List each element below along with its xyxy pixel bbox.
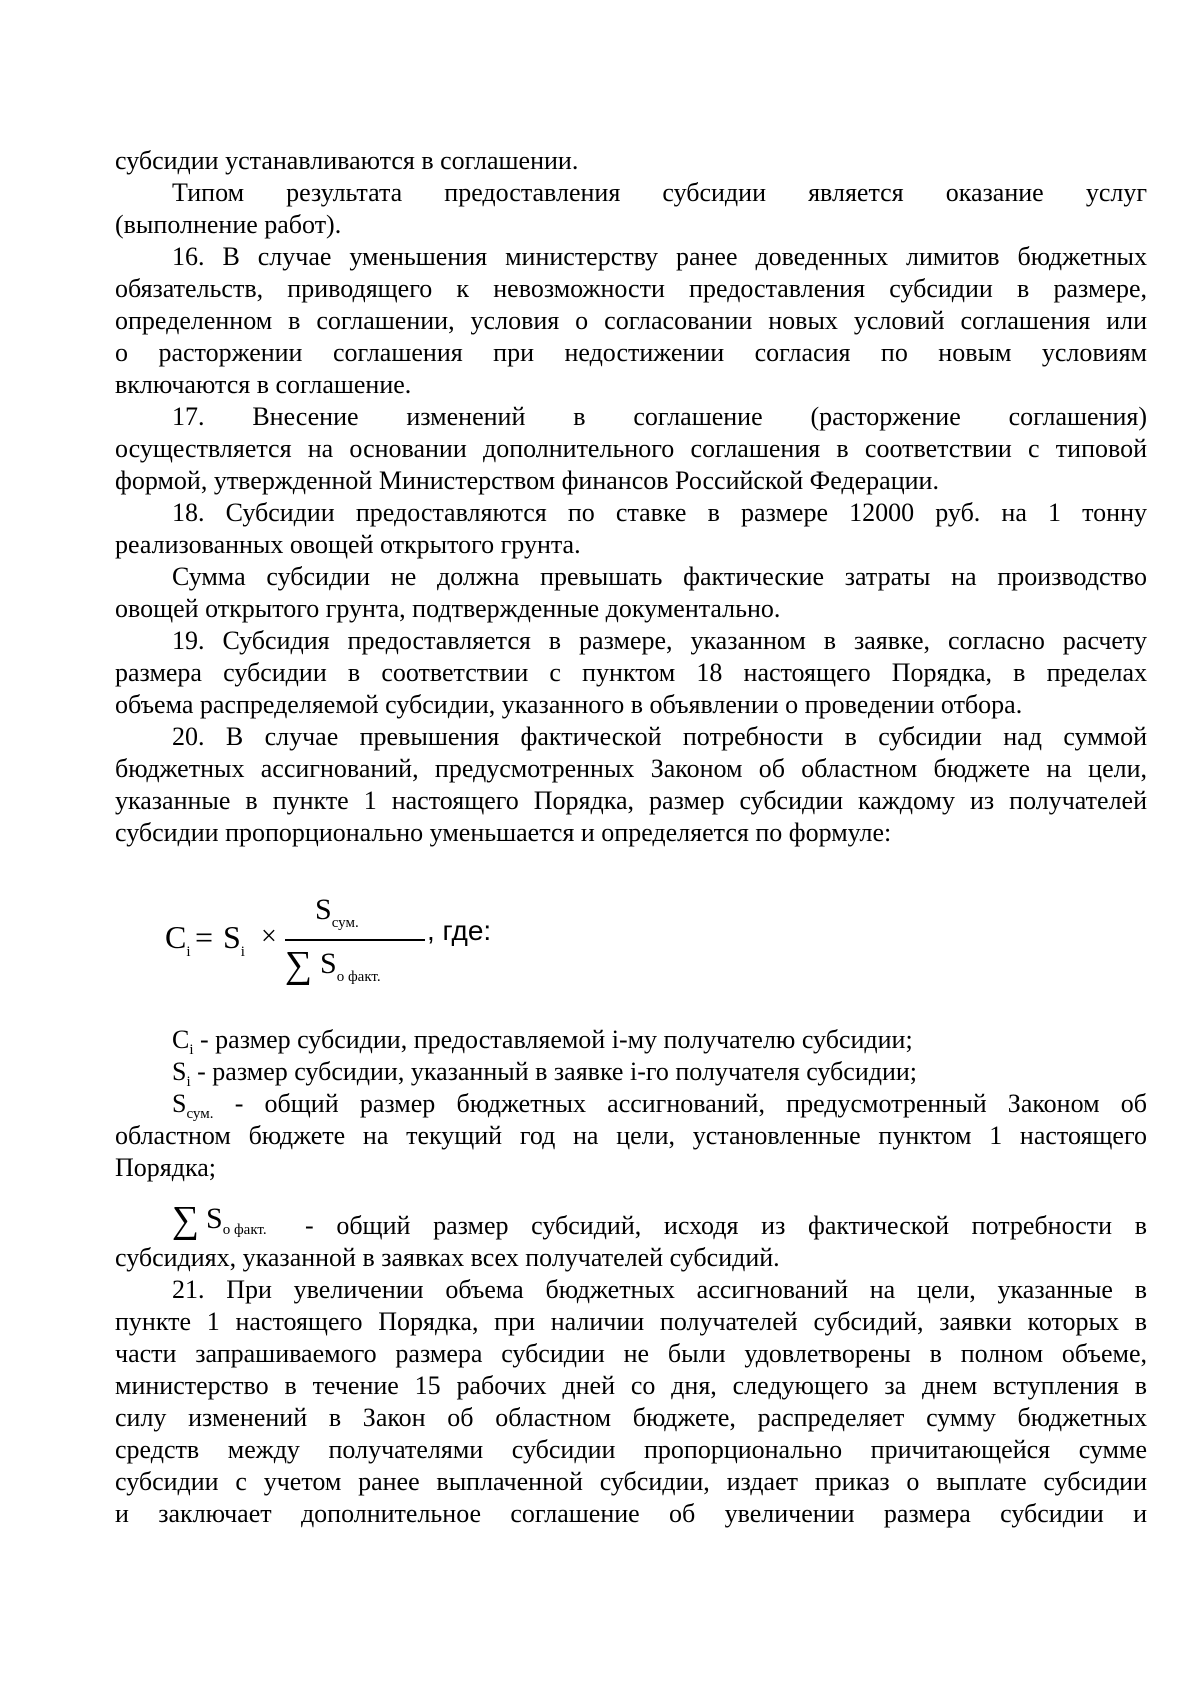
text-line: обязательств, приводящего к невозможности предоставления субсидии в размере, [115,274,1147,303]
text-line: средств между получателями субсидии пропорционально причитающейся сумме [115,1435,1147,1464]
definition-ci: $C_i$ - размер субсидии, предоставляемой i-му получателю субсидии; [172,1025,913,1058]
text-line: Сумма субсидии не должна превышать фактические затраты на производство [172,562,1147,591]
text-line: о расторжении соглашения при недостижении согласия по новым условиям [115,338,1147,367]
text-line: субсидии пропорционально уменьшается и определяется по формуле: [115,818,892,847]
text-line: определенном в соглашении, условия о согласовании новых условий соглашения или [115,306,1147,335]
formula-denominator: $S_{o факт.}$ [320,947,381,985]
formula-suffix: , где: [427,915,492,946]
text-line: силу изменений в Закон об областном бюджете, распределяет сумму бюджетных [115,1403,1147,1432]
definition-si: $S_i$ - размер субсидии, указанный в заявке i-го получателя субсидии; [172,1057,918,1090]
text-line: бюджетных ассигнований, предусмотренных Законом об областном бюджете на цели, [115,754,1147,783]
text-line: реализованных овощей открытого грунта. [115,530,581,559]
text-line: 18. Субсидии предоставляются по ставке в размере 12000 руб. на 1 тонну [172,498,1147,527]
text-line: субсидии устанавливаются в соглашении. [115,146,579,175]
formula-times: × [261,921,277,952]
text-line: 21. При увеличении объема бюджетных ассигнований на цели, указанные в [172,1275,1147,1304]
text-line: Типом результата предоставления субсидии является оказание услуг [172,178,1147,207]
text-line: министерство в течение 15 рабочих дней со дня, следующего за днем вступления в [115,1371,1147,1400]
text-line: 19. Субсидия предоставляется в размере, указанном в заявке, согласно расчету [172,626,1147,655]
text-line: субсидиях, указанной в заявках всех получателей субсидий. [115,1243,780,1272]
definition-sum-text: - общий размер субсидий, исходя из фактической потребности в [305,1211,1147,1240]
text-line: части запрашиваемого размера субсидии не были удовлетворены в полном объеме, [115,1339,1147,1368]
text-line: 17. Внесение изменений в соглашение (расторжение соглашения) [172,402,1147,431]
definition-sum-symbol: ∑ $S_{o факт.}$ [172,1199,267,1241]
text-line: формой, утвержденной Министерством финансов Российской Федерации. [115,466,939,495]
text-line: включаются в соглашение. [115,370,412,399]
definition-ssum: $S_{сум.}$ - общий размер бюджетных ассигнований, предусмотренный Законом об [172,1089,1147,1122]
formula-si: $S_i$ [223,919,245,960]
text-line: 16. В случае уменьшения министерству ранее доведенных лимитов бюджетных [172,242,1147,271]
formula-numerator: $S_{сум.}$ [315,893,359,931]
text-line: субсидии с учетом ранее выплаченной субсидии, издает приказ о выплате субсидии [115,1467,1147,1496]
text-line: пункте 1 настоящего Порядка, при наличии получателей субсидий, заявки которых в [115,1307,1147,1336]
text-line: овощей открытого грунта, подтвержденные документально. [115,594,781,623]
sigma-symbol: ∑ [172,1199,200,1241]
text-line: и заключает дополнительное соглашение об увеличении размера субсидии и [115,1499,1147,1528]
text-line: указанные в пункте 1 настоящего Порядка, размер субсидии каждому из получателей [115,786,1147,815]
text-line: размера субсидии в соответствии с пунктом 18 настоящего Порядка, в пределах [115,658,1147,687]
formula-sigma: ∑ [285,944,313,986]
text-line: (выполнение работ). [115,210,342,239]
subsidy-formula [165,893,505,993]
formula-fraction-bar [285,939,425,941]
text-line: объема распределяемой субсидии, указанного в объявлении о проведении отбора. [115,690,1023,719]
formula-equals: = [195,919,214,955]
text-line: осуществляется на основании дополнительного соглашения в соответствии с типовой [115,434,1147,463]
formula-ci: $C_i$ [165,919,191,960]
text-line: 20. В случае превышения фактической потребности в субсидии над суммой [172,722,1147,751]
text-line: Порядка; [115,1153,216,1182]
text-line: областном бюджете на текущий год на цели, установленные пунктом 1 настоящего [115,1121,1147,1150]
